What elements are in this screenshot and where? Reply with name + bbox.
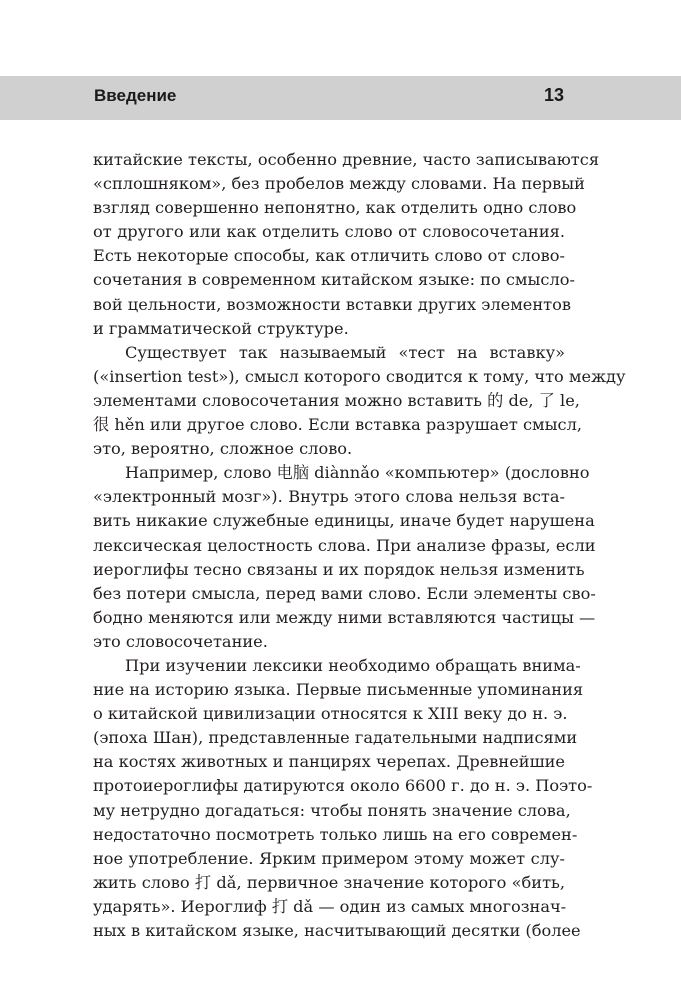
text-line: сочетания в современном китайском языке: по смысло-	[93, 270, 575, 290]
text-line: Есть некоторые способы, как отличить слово от слово-	[93, 246, 565, 266]
text-line: (эпоха Шан), представленные гадательными надписями	[93, 728, 578, 748]
chapter-title: Введение	[94, 86, 177, 105]
text-line: взгляд совершенно непонятно, как отделить одно слово	[93, 198, 577, 218]
text-line: это, вероятно, сложное слово.	[93, 439, 353, 459]
text-line: элементами словосочетания можно вставить 的 de, 了 le,	[93, 390, 580, 410]
running-header	[0, 76, 681, 120]
text-line: «сплошняком», без пробелов между словами. На первый	[93, 174, 585, 194]
text-line: это словосочетание.	[93, 631, 268, 651]
text-line: вой цельности, возможности вставки других элементов	[93, 294, 571, 314]
text-line: ние на историю языка. Первые письменные упоминания	[93, 680, 584, 700]
paragraph-first-line: Существует так называемый «тест на вставку»	[125, 342, 565, 362]
text-line: от другого или как отделить слово от словосочетания.	[93, 222, 565, 242]
text-line: китайские тексты, особенно древние, часто записываются	[93, 150, 600, 169]
text-line: вить никакие служебные единицы, иначе будет нарушена	[93, 511, 595, 531]
text-line: и грамматической структуре.	[93, 318, 349, 338]
text-line: 很 hěn или другое слово. Если вставка разрушает смысл,	[93, 415, 583, 435]
text-line: на костях животных и панцирях черепах. Древнейшие	[93, 752, 565, 772]
text-line: жить слово 打 dǎ, первичное значение которого «бить,	[93, 872, 565, 892]
text-line: недостаточно посмотреть только лишь на его современ-	[93, 824, 578, 844]
text-line: ное употребление. Ярким примером этому может слу-	[93, 848, 565, 868]
body-text	[93, 148, 626, 943]
text-line: лексическая целостность слова. При анализе фразы, если	[93, 535, 596, 555]
text-line: бодно меняются или между ними вставляются частицы —	[93, 607, 596, 627]
text-line: ударять». Иероглиф 打 dǎ — один из самых многознач-	[93, 896, 567, 916]
paragraph-first-line: Например, слово 电脑 diànnǎo «компьютер» (дословно	[125, 463, 590, 483]
text-line: му нетрудно догадаться: чтобы понять значение слова,	[93, 800, 571, 820]
page-number: 13	[543, 85, 564, 105]
text-line: без потери смысла, перед вами слово. Если элементы сво-	[93, 583, 596, 603]
paragraph-first-line: При изучении лексики необходимо обращать внима-	[125, 655, 581, 675]
text-line: «электронный мозг»). Внутрь этого слова нельзя вста-	[93, 487, 565, 507]
text-line: ных в китайском языке, насчитывающий десятки (более	[93, 921, 581, 940]
text-line: протоиероглифы датируются около 6600 г. до н. э. Поэто-	[93, 776, 593, 796]
text-line: о китайской цивилизации относятся к XIII веку до н. э.	[93, 704, 568, 724]
text-line: («insertion test»), смысл которого сводится к тому, что между	[93, 366, 626, 386]
text-line: иероглифы тесно связаны и их порядок нельзя изменить	[93, 559, 585, 579]
